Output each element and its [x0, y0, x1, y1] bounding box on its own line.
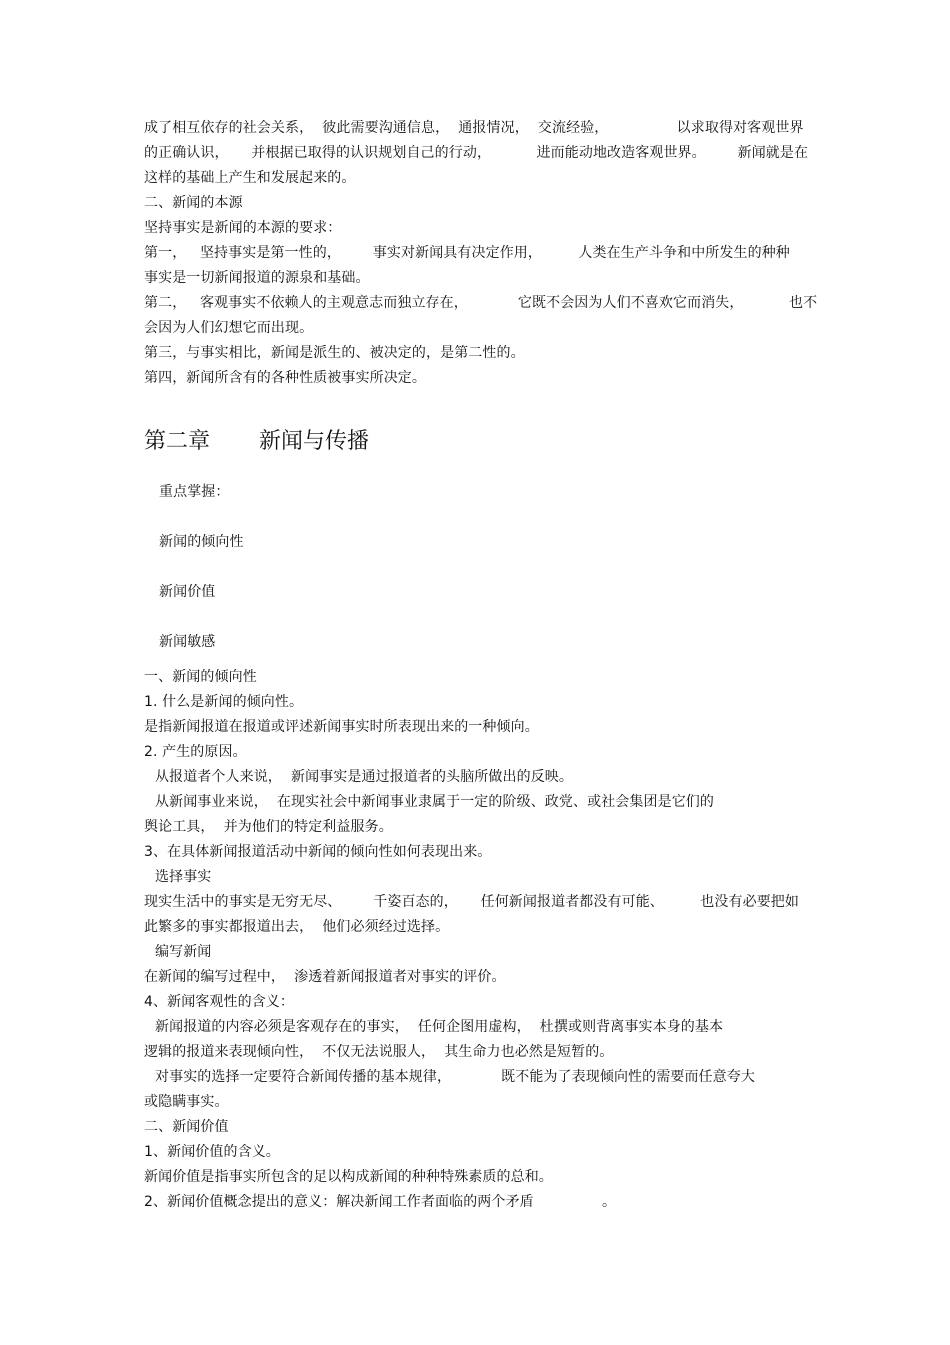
value-question-1: 1、新闻价值的含义。 — [144, 1144, 280, 1160]
select-facts-line-2: 此繁多的事实都报道出去， 他们必须经过选择。 — [144, 919, 450, 935]
point-1-line-2: 事实是一切新闻报道的源泉和基础。 — [144, 270, 370, 286]
intro-line-3: 这样的基础上产生和发展起来的。 — [144, 170, 356, 186]
key-point-item: 新闻的倾向性 — [159, 534, 244, 550]
chapter-title: 第二章 新闻与传播 — [144, 429, 369, 454]
tendency-answer-2-part-2-line-2: 舆论工具， 并为他们的特定利益服务。 — [144, 819, 393, 835]
intro-line-1: 成了相互依存的社会关系， 彼此需要沟通信息， 通报情况， 交流经验， 以求取得对客观世界 — [144, 120, 804, 136]
objectivity-para-1-line-1: 新闻报道的内容必须是客观存在的事实， 任何企图用虚构， 杜撰或则背离事实本身的基本 — [155, 1019, 724, 1035]
select-facts-line-1: 现实生活中的事实是无穷无尽、 千姿百态的， 任何新闻报道者都没有可能、 也没有必要把如 — [144, 894, 800, 910]
section-heading-news-value: 二、新闻价值 — [144, 1119, 229, 1135]
tendency-answer-1: 是指新闻报道在报道或评述新闻事实时所表现出来的一种倾向。 — [144, 719, 539, 735]
tendency-answer-2-part-1: 从报道者个人来说， 新闻事实是通过报道者的头脑所做出的反映。 — [155, 769, 573, 785]
point-2-line-1: 第二， 客观事实不依赖人的主观意志而独立存在， 它既不会因为人们不喜欢它而消失， 也不 — [144, 295, 818, 311]
key-point-item: 新闻价值 — [159, 584, 216, 600]
objectivity-para-1-line-2: 逻辑的报道来表现倾向性， 不仅无法说服人， 其生命力也必然是短暂的。 — [144, 1044, 614, 1060]
tendency-question-1: 1. 什么是新闻的倾向性。 — [144, 694, 304, 710]
section-heading-news-source: 二、新闻的本源 — [144, 195, 243, 211]
tendency-question-2: 2. 产生的原因。 — [144, 744, 247, 760]
point-1-line-1: 第一， 坚持事实是第一性的， 事实对新闻具有决定作用， 人类在生产斗争和中所发生的种种 — [144, 245, 790, 261]
key-point-item: 新闻敏感 — [159, 634, 216, 650]
point-2-line-2: 会因为人们幻想它而出现。 — [144, 320, 314, 336]
value-answer-1: 新闻价值是指事实所包含的足以构成新闻的种种特殊素质的总和。 — [144, 1169, 553, 1185]
objectivity-para-2-line-2: 或隐瞒事实。 — [144, 1094, 229, 1110]
subheading-select-facts: 选择事实 — [155, 869, 212, 885]
objectivity-para-2-line-1: 对事实的选择一定要符合新闻传播的基本规律， 既不能为了表现倾向性的需要而任意夸大 — [155, 1069, 755, 1085]
point-3: 第三，与事实相比，新闻是派生的、被决定的，是第二性的。 — [144, 345, 525, 361]
tendency-question-3: 3、在具体新闻报道活动中新闻的倾向性如何表现出来。 — [144, 844, 492, 860]
tendency-answer-2-part-2-line-1: 从新闻事业来说， 在现实社会中新闻事业隶属于一定的阶级、政党、或社会集团是它们的 — [155, 794, 714, 810]
section-heading-tendency: 一、新闻的倾向性 — [144, 669, 257, 685]
value-question-2: 2、新闻价值概念提出的意义：解决新闻工作者面临的两个矛盾 。 — [144, 1194, 617, 1210]
point-4: 第四，新闻所含有的各种性质被事实所决定。 — [144, 370, 426, 386]
key-points-label: 重点掌握： — [159, 484, 230, 500]
write-news-text: 在新闻的编写过程中， 渗透着新闻报道者对事实的评价。 — [144, 969, 506, 985]
source-subheading: 坚持事实是新闻的本源的要求： — [144, 220, 342, 236]
tendency-question-4: 4、新闻客观性的含义： — [144, 994, 295, 1010]
subheading-write-news: 编写新闻 — [155, 944, 212, 960]
intro-line-2: 的正确认识， 并根据已取得的认识规划自己的行动， 进而能动地改造客观世界。 新闻就是在 — [144, 145, 809, 161]
